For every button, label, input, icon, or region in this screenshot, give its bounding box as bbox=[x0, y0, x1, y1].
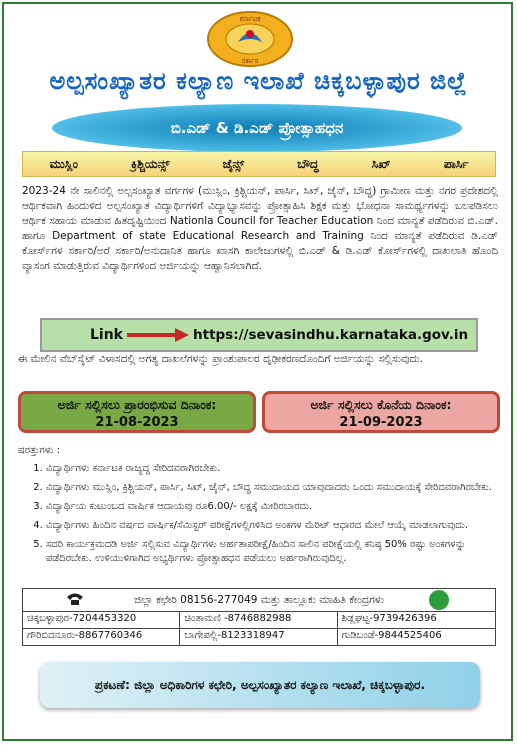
arrow-right-icon bbox=[125, 328, 191, 342]
contact-cell: ಗೌರಿಬಿದನೂರು-8867760346 bbox=[23, 629, 180, 645]
phone-icon bbox=[65, 591, 85, 607]
contact-grid bbox=[23, 612, 495, 645]
communities-bar bbox=[22, 151, 496, 177]
emblem-bottom-text: ಸರ್ಕಾರ bbox=[241, 57, 259, 65]
application-note: ಈ ಮೇಲಿನ ವೆಬ್‌ಸೈಟ್ ವಿಳಾಸದಲ್ಲಿ ಅಗತ್ಯ ದಾಖಲೆಗಳನ್ನು ಪ್ರಾಂಶುಪಾಲರ ದೃಢೀಕರಣದೊಂದಿಗೆ ಅರ್ಜಿಯನ್ನು ಸಲ್ಲಿಸುವುದು. bbox=[18, 353, 423, 365]
scheme-banner bbox=[52, 104, 462, 152]
contact-cell: ಗುಡಿಬಂಡೆ-9844525406 bbox=[341, 630, 442, 641]
community-sikh: ಸಿಖ್ bbox=[371, 156, 391, 171]
community-buddhist: ಬೌದ್ಧ bbox=[297, 156, 319, 171]
conditions-section bbox=[18, 444, 500, 571]
condition-item: 1. ವಿದ್ಯಾರ್ಥಿಗಳು ಕರ್ನಾಟಕ ರಾಜ್ಯದ್ದ ಸೇರಿದವರಾಗಿರಬೇಕು. bbox=[46, 462, 500, 476]
start-date: 21-08-2023 bbox=[95, 415, 179, 430]
contact-cell: ಬಾಗೇಪಲ್ಲಿ-8123318947 bbox=[180, 629, 337, 645]
link-label: Link bbox=[90, 327, 123, 343]
publisher-text: ಪ್ರಕಟಣೆ: ಜಿಲ್ಲಾ ಅಧಿಕಾರಿಗಳ ಕಛೇರಿ, ಅಲ್ಪಸಂಖ್ಯಾತರ ಕಲ್ಯಾಣ ಇಲಾಖೆ, ಚಿಕ್ಕಬಳ್ಳಾಪುರ. bbox=[94, 677, 426, 692]
contact-cell: ಚಿಂತಾಮಣಿ -8746882988 bbox=[180, 612, 337, 629]
condition-item: 2. ವಿದ್ಯಾರ್ಥಿಗಳು ಮುಸ್ಲಿಂ, ಕ್ರಿಶ್ಚಿಯನ್, ಪಾರ್ಸಿ, ಸಿಖ್, ಜೈನ್, ಬೌದ್ಧ ಸಮುದಾಯದ ಯಾವುದಾದರು ಒಂದು ಸಮುದಾಯಕ್ಕೆ ಸೇರಿದವರಾಗಿರಬೇಕು. bbox=[46, 481, 500, 495]
end-date: 21-09-2023 bbox=[339, 415, 423, 430]
condition-item: 3. ವಿದ್ಯಾರ್ಥಿಯ ಕುಟುಂಬದ ವಾರ್ಷಿಕ ಆದಾಯವು ರೂ6.00/- ಲಕ್ಷಕ್ಕೆ ಮೀರಿರಬಾರದು. bbox=[46, 500, 500, 514]
scheme-title: ಬಿ.ಎಡ್ & ಡಿ.ಎಡ್ ಪ್ರೋತ್ಸಾಹಧನ bbox=[170, 119, 344, 137]
page-title: ಅಲ್ಪಸಂಖ್ಯಾತರ ಕಲ್ಯಾಣ ಇಲಾಖೆ ಚಿಕ್ಕಬಳ್ಳಾಪುರ ಜಿಲ್ಲೆ bbox=[49, 66, 468, 95]
contact-cell: ಚಿಕ್ಕಬಳ್ಳಾಪುರ-7204453320 bbox=[23, 612, 180, 629]
intro-paragraph: 2023-24 ನೇ ಸಾಲಿನಲ್ಲಿ ಅಲ್ಪಸಂಖ್ಯಾತ ವರ್ಗಗಳ (ಮುಸ್ಲಿಂ, ಕ್ರಿಶ್ಚಿಯನ್, ಪಾರ್ಸಿ, ಸಿಖ್, ಜೈನ್, ಬೌದ್ಧ) ಗ್ರಾಮೀಣ ಮತ್ತು ನಗರ ಪ್ರದೇಶದಲ್ಲಿ ಆರ್ಥಿಕವಾಗಿ ಹಿಂದುಳಿದ ಅಲ್ಪಸಂಖ್ಯಾತ ವಿದ್ಯಾರ್ಥಿಗಳಿಗೆ ವಿದ್ಯಾಭ್ಯಾಸವನ್ನು ಪ್ರೋತ್ಸಾಹಿಸಿ ಶಿಕ್ಷಕ ಮತ್ತು ಭೋಧನಾ ಸಾಮರ್ಥ್ಯಗಳನ್ನು ಬಲಪಡಿಸಲು ಆರ್ಥಿಕ ಸಹಾಯ ಮಾಡುವ ಹಿತದೃಷ್ಟಿಯಿಂದ Nationla Council for Teacher Education ನಿಂದ ಮಾನ್ಯತೆ ಪಡೆದಿರುವ ಬಿ.ಎಡ್. ಹಾಗೂ Department of state Educational Research and Training ನಿಂದ ಮಾನ್ಯತೆ ಪಡೆದಿರುವ ಡಿ.ಎಡ್ ಕೋರ್ಸ್‌ಗಳ ಸರ್ಕಾರಿ/ಅರೆ ಸರ್ಕಾರಿ/ಅನುದಾನಿತ ಹಾಗೂ ಖಾಸಗಿ ಕಾಲೇಜುಗಳಲ್ಲಿ ಬಿ.ಎಡ್ & ಡಿ.ಎಡ್ ಕೋರ್ಸ್‌ಗಳಲ್ಲಿ ದಾಖಲಾತಿ ಹೊಂದಿ ವ್ಯಾಸಂಗ ಮಾಡುತ್ತಿರುವ ವಿದ್ಯಾರ್ಥಿಗಳಿಂದ ಅರ್ಜಿಯನ್ನು ಆಹ್ವಾನಿಸಲಾಗಿದೆ. bbox=[22, 185, 498, 272]
application-link[interactable]: https://sevasindhu.karnataka.gov.in bbox=[193, 327, 469, 343]
condition-item: 4. ವಿದ್ಯಾರ್ಥಿಗಳು ಹಿಂದಿನ ವರ್ಷದ ವಾರ್ಷಿಕ/ಸೆಮಿಸ್ಟರ್ ಪರೀಕ್ಷೆಗಳಲ್ಲಿಗಳಿಸಿದ ಅಂಕಗಳ ಮೆರಿಟ್ ಆಧಾರದ ಮೇಲೆ ಆಯ್ಕೆ ಮಾಡಲಾಗುವುದು. bbox=[46, 519, 500, 533]
emblem-top-text: ಕರ್ನಾಟಕ bbox=[239, 15, 261, 23]
community-parsi: ಪಾರ್ಸಿ bbox=[443, 156, 469, 171]
contact-header-row bbox=[23, 589, 495, 612]
karnataka-emblem-icon bbox=[205, 10, 295, 68]
community-christian: ಕ್ರಿಶ್ಚಿಯನ್ಸ್ bbox=[131, 156, 170, 171]
contact-header: ಜಿಲ್ಲಾ ಕಛೇರಿ 08156-277049 ಮತ್ತು ತಾಲ್ಲೂಕು ಮಾಹಿತಿ ಕೇಂದ್ರಗಳು bbox=[134, 593, 384, 606]
start-date-box bbox=[18, 391, 256, 433]
whatsapp-icon bbox=[429, 590, 449, 610]
community-muslim: ಮುಸ್ಲಿಂ bbox=[49, 156, 78, 171]
contact-table bbox=[22, 588, 496, 646]
community-jain: ಜೈನ್ಸ್ bbox=[222, 156, 245, 171]
contact-cell: ಶಿಡ್ಲಘಟ್ಟ-9739426396 bbox=[338, 612, 495, 629]
end-date-box bbox=[262, 391, 500, 433]
conditions-list bbox=[18, 462, 500, 566]
link-box[interactable] bbox=[40, 318, 478, 352]
end-date-label: ಅರ್ಜಿ ಸಲ್ಲಿಸಲು ಕೊನೆಯ ದಿನಾಂಕ: bbox=[310, 397, 452, 412]
publisher-footer bbox=[40, 662, 480, 708]
start-date-label: ಅರ್ಜಿ ಸಲ್ಲಿಸಲು ಪ್ರಾರಂಭಿಸುವ ದಿನಾಂಕ: bbox=[57, 397, 217, 412]
condition-item: 5. ಸದರಿ ಕಾರ್ಯಕ್ರಮದಡಿ ಅರ್ಜಿ ಸಲ್ಲಿಸುವ ವಿದ್ಯಾರ್ಥಿಗಳು ಅರ್ಹತಾಪರೀಕ್ಷೆ/ಹಿಂದಿನ ಸಾಲಿನ ಪರೀಕ್ಷೆಯಲ್ಲಿ ಕನಿಷ್ಠ 50% ರಷ್ಟು ಅಂಕಗಳನ್ನು ಪಡೆದಿರಬೇಕು. ಉಳಿಯುಳಿಗಾಗಿದ ಅಭ್ಯರ್ಥಿಗಳು ಪ್ರೋತ್ಸಾಹಧನ ಪಡೆಯಲು ಅರ್ಹರಾಗಿರುವುದಿಲ್ಲ. bbox=[46, 538, 500, 566]
conditions-heading: ಷರತ್ತುಗಳು : bbox=[18, 445, 60, 456]
